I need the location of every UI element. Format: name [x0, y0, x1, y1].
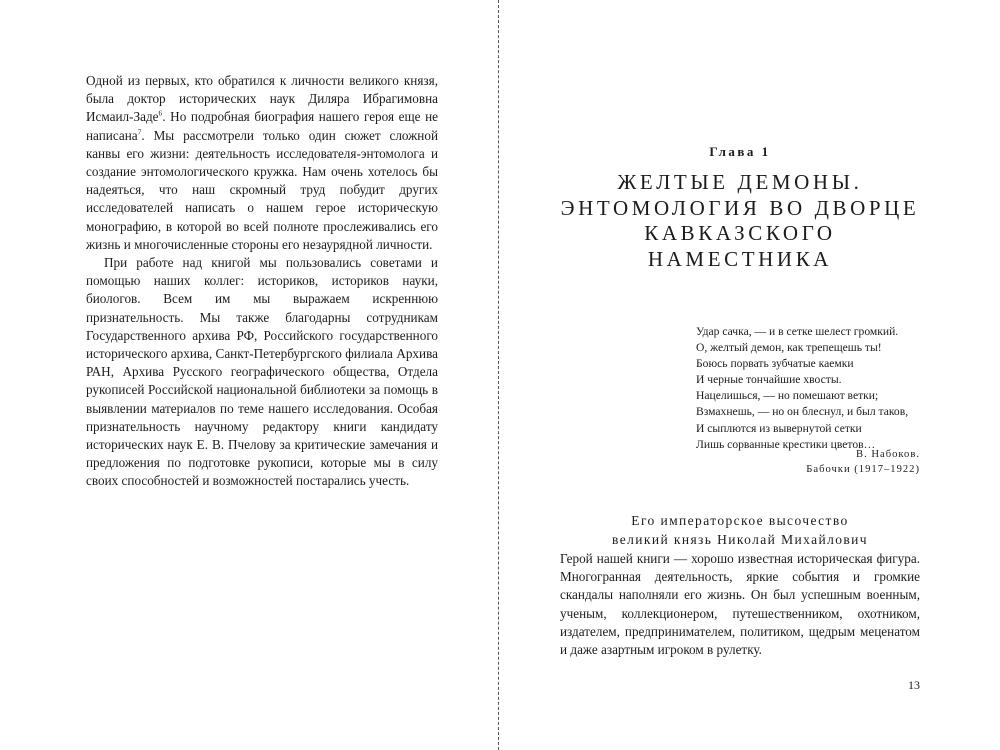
- epigraph-line: Лишь сорванные крестики цветов…: [696, 437, 876, 451]
- epigraph-line: О, желтый демон, как трепещешь ты!: [696, 341, 882, 355]
- paragraph-text: . Но подробная биография нашего героя еще не написана: [86, 109, 438, 143]
- left-page: [86, 72, 438, 491]
- left-paragraph-1: [86, 72, 438, 254]
- left-paragraph-2: При работе над книгой мы пользовались советами и помощью наших коллег: историков, историков науки, биологов. Всем им мы выражаем искреннюю признательность. Мы также благодарны сотрудникам Государственного архива РФ, Российского государственного исторического архива, Санкт-Петербургского филиала Архива РАН, Архива Русского географического общества, Отдела рукописей Российской национальной библиотеки за помощь в выявлении материалов по теме нашего исследования. Особая признательность научному редактору книги кандидату исторических наук Е. В. Пчелову за критические замечания и предложения по подготовке рукописи, которые мы в силу своих способностей и возможностей постарались учесть.: [86, 255, 438, 489]
- epigraph-source: [760, 448, 920, 477]
- paragraph-text: . Мы рассмотрели только один сюжет сложной канвы его жизни: деятельность исследователя-энтомолога и создание энтомологического кружка. Нам очень хотелось бы надеяться, что наш скромный труд побудит других исследователей написать о нашем герое историческую монографию, в которой во всей полноте прослеживались его жизнь и многочисленные стороны его незаурядной личности.: [86, 127, 438, 252]
- footnote-ref-7[interactable]: 7: [137, 127, 142, 137]
- paragraph-text: Одной из первых, кто обратился к личности великого князя, была доктор исторических наук Диляра Ибрагимовна Исмаил-Заде: [86, 73, 438, 125]
- epigraph: [696, 324, 936, 453]
- epigraph-line: Удар сачка, — и в сетке шелест громкий.: [696, 325, 899, 338]
- chapter-title: ЖЕЛТЫЕ ДЕМОНЫ. ЭНТОМОЛОГИЯ ВО ДВОРЦЕ КАВКАЗСКОГО НАМЕСТНИКА: [560, 170, 920, 271]
- epigraph-line: Нацелишься, — но помешают ветки;: [696, 389, 879, 403]
- epigraph-author: В. Набоков.: [856, 449, 920, 460]
- right-body: [560, 550, 920, 659]
- right-paragraph: Герой нашей книги — хорошо известная историческая фигура. Многогранная деятельность, яркие события и громкие скандалы наполняли его жизнь. Он был успешным военным, ученым, коллекционером, путешественником, охотником, издателем, предпринимателем, политиком, щедрым меценатом и даже азартным игроком в рулетку.: [560, 551, 920, 658]
- epigraph-line: Взмахнешь, — но он блеснул, и был таков,: [696, 405, 909, 419]
- page-fold-divider: [498, 0, 499, 750]
- chapter-label: Глава 1: [709, 144, 771, 159]
- page-number: 13: [908, 678, 920, 692]
- section-title-line: Его императорское высочество: [631, 513, 849, 528]
- epigraph-line: И черные тончайшие хвосты.: [696, 373, 842, 387]
- epigraph-line: И сыплются из вывернутой сетки: [696, 421, 862, 435]
- epigraph-work: Бабочки (1917–1922): [806, 463, 920, 475]
- section-title: [550, 512, 930, 549]
- epigraph-line: Боюсь порвать зубчатые каемки: [696, 357, 854, 371]
- footnote-ref-6[interactable]: 6: [158, 109, 163, 119]
- right-page: [560, 0, 920, 750]
- section-title-line: великий князь Николай Михайлович: [612, 531, 868, 547]
